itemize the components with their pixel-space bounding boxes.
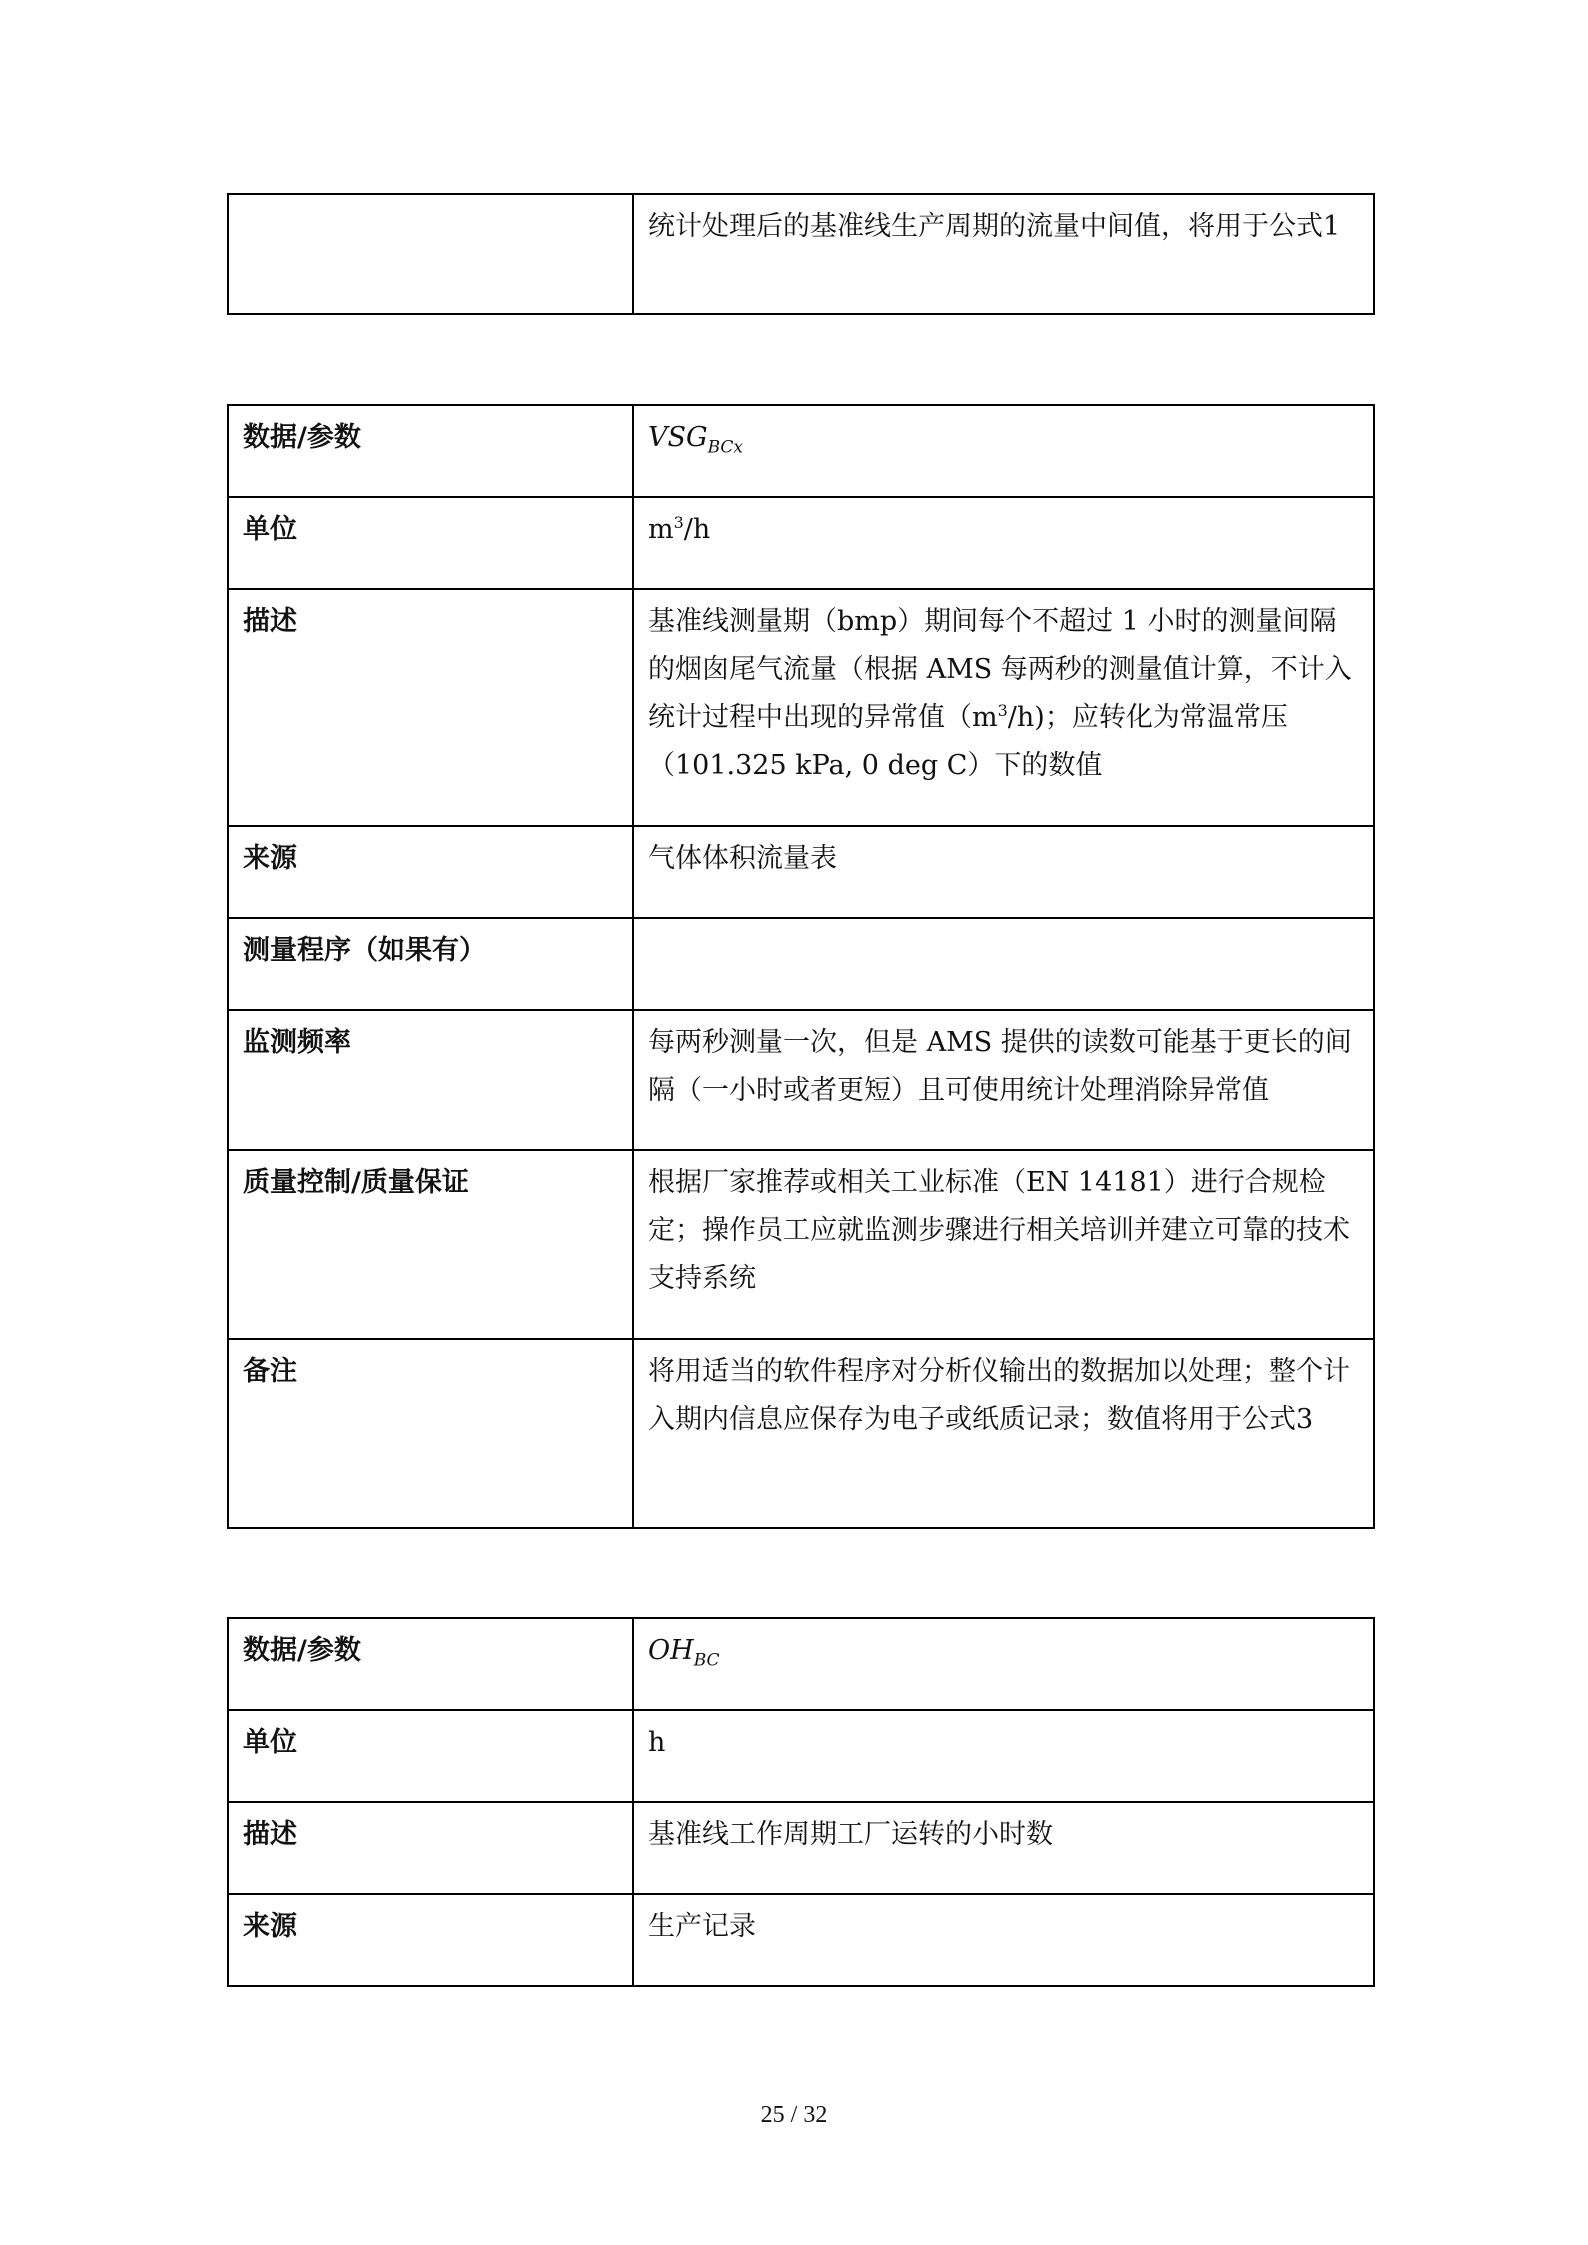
vsg-qaqc-value: 根据厂家推荐或相关工业标准（EN 14181）进行合规检定；操作员工应就监测步骤进行相关培训并建立可靠的技术支持系统	[633, 1150, 1374, 1339]
continuation-description: 统计处理后的基准线生产周期的流量中间值，将用于公式1	[633, 194, 1374, 314]
oh-parameter-table	[227, 1617, 1375, 1987]
vsg-description-label: 描述	[228, 589, 633, 826]
vsg-source-value: 气体体积流量表	[633, 826, 1374, 918]
vsg-param-label: 数据/参数	[228, 405, 633, 497]
vsg-procedure-value	[633, 918, 1374, 1010]
oh-unit-label: 单位	[228, 1710, 633, 1802]
vsg-source-label: 来源	[228, 826, 633, 918]
oh-description-value: 基准线工作周期工厂运转的小时数	[633, 1802, 1374, 1894]
vsg-qaqc-label: 质量控制/质量保证	[228, 1150, 633, 1339]
unit-rest: /h	[683, 514, 711, 545]
desc-sup: 3	[997, 701, 1008, 720]
vsg-notes-label: 备注	[228, 1339, 633, 1528]
vsg-symbol: VSG	[648, 422, 708, 453]
desc-part1: 基准线测量期（bmp）期间每个不超过 1 小时的测量间隔的烟囱尾气流量（根据 AMS 每两秒的测量值计算，不计入统计过程中出现的异常值（m	[648, 606, 1352, 733]
vsg-unit-label: 单位	[228, 497, 633, 589]
page-number: 25 / 32	[760, 2102, 828, 2128]
oh-unit-value: h	[633, 1710, 1374, 1802]
oh-source-label: 来源	[228, 1894, 633, 1986]
oh-source-value: 生产记录	[633, 1894, 1374, 1986]
vsg-frequency-label: 监测频率	[228, 1010, 633, 1150]
vsg-parameter-table	[227, 404, 1375, 1529]
vsg-description-value	[633, 589, 1374, 826]
oh-description-label: 描述	[228, 1802, 633, 1894]
vsg-procedure-label: 测量程序（如果有）	[228, 918, 633, 1010]
oh-symbol: OH	[648, 1635, 694, 1666]
oh-subscript: BC	[693, 1650, 720, 1671]
vsg-param-value	[633, 405, 1374, 497]
desc-part2: /h)；应转化为常温常压（101.325 kPa, 0 deg C）下的数值	[648, 702, 1288, 781]
vsg-subscript: BCx	[707, 437, 743, 458]
oh-param-value	[633, 1618, 1374, 1710]
unit-base: m	[648, 514, 674, 545]
continuation-key-cell	[228, 194, 633, 314]
vsg-unit-value	[633, 497, 1374, 589]
vsg-notes-value: 将用适当的软件程序对分析仪输出的数据加以处理；整个计入期内信息应保存为电子或纸质记录；数值将用于公式3	[633, 1339, 1374, 1528]
continuation-table	[227, 193, 1375, 315]
vsg-frequency-value: 每两秒测量一次，但是 AMS 提供的读数可能基于更长的间隔（一小时或者更短）且可使用统计处理消除异常值	[633, 1010, 1374, 1150]
oh-param-label: 数据/参数	[228, 1618, 633, 1710]
unit-sup: 3	[673, 513, 684, 532]
